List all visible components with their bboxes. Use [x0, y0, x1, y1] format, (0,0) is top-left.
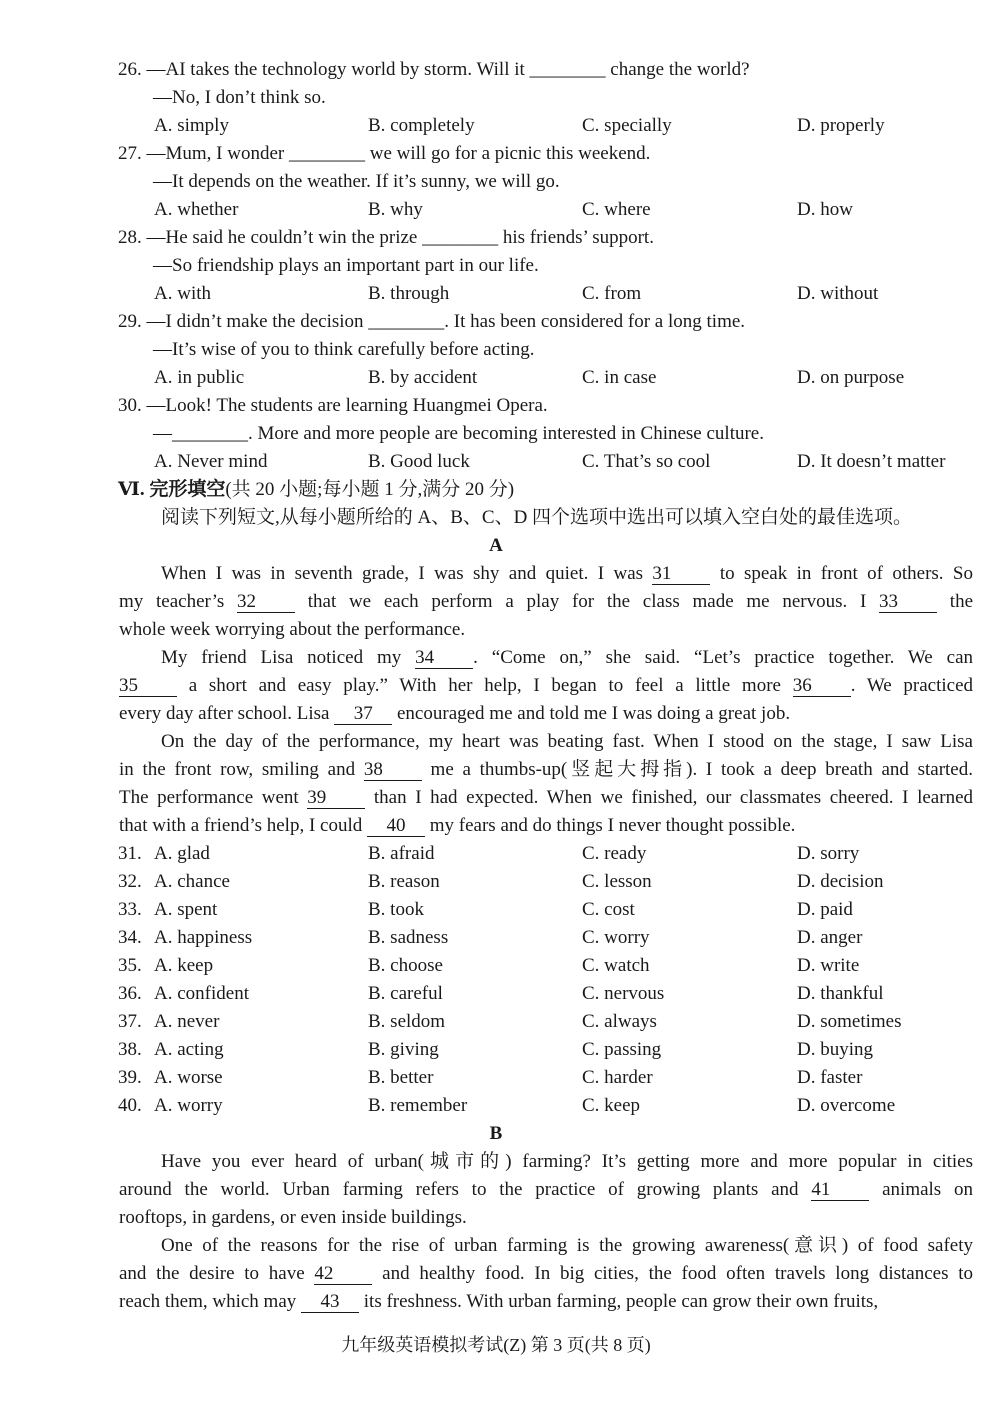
passage-line	[119, 1206, 973, 1230]
answer-option: B. through	[368, 283, 450, 304]
answer-blank: 31	[652, 564, 710, 585]
passage-text: The performance went	[119, 787, 308, 808]
passage-text: every day after school. Lisa	[119, 703, 335, 724]
answer-option: B. choose	[368, 955, 443, 976]
answer-option: D. properly	[797, 115, 885, 136]
section-title: Ⅵ. 完形填空	[118, 479, 226, 500]
answer-option: B. better	[368, 1067, 434, 1088]
answer-option: A. Never mind	[154, 451, 268, 472]
passage-text: whole week worrying about the performance.	[119, 619, 466, 640]
passage-text: animals on	[869, 1179, 973, 1200]
option-row	[0, 1010, 992, 1034]
question-number: 32.	[118, 871, 142, 892]
answer-blank: 37	[334, 704, 392, 725]
passage-text: my teacher’s	[119, 591, 237, 612]
answer-option: C. ready	[582, 843, 647, 864]
question-text: —AI takes the technology world by storm. Will it ________ change the world?	[146, 59, 750, 80]
answer-option: C. in case	[582, 367, 657, 388]
question-stem	[118, 142, 650, 166]
question-response: —So friendship plays an important part in our life.	[153, 255, 539, 276]
passage-text: and the desire to have	[119, 1263, 315, 1284]
question-number: 34.	[118, 927, 142, 948]
section-score-note: (共 20 小题;每小题 1 分,满分 20 分)	[225, 479, 515, 500]
answer-blank: 42	[314, 1264, 372, 1285]
passage-line	[119, 786, 973, 810]
passage-line	[119, 1290, 973, 1314]
answer-option: D. sorry	[797, 843, 860, 864]
option-row	[0, 282, 992, 306]
question-response: —It’s wise of you to think carefully before acting.	[153, 339, 535, 360]
page-footer: 九年级英语模拟考试(Z) 第 3 页(共 8 页)	[341, 1335, 651, 1355]
answer-blank: 41	[811, 1180, 869, 1201]
answer-option: A. worse	[154, 1067, 223, 1088]
passage-text: encouraged me and told me I was doing a great job.	[392, 703, 791, 724]
option-row	[0, 198, 992, 222]
answer-option: B. seldom	[368, 1011, 446, 1032]
answer-blank: 32	[237, 592, 295, 613]
answer-option: A. in public	[154, 367, 245, 388]
answer-option: B. afraid	[368, 843, 435, 864]
answer-option: B. remember	[368, 1095, 468, 1116]
option-row	[0, 926, 992, 950]
passage-text: . “Come on,” she said. “Let’s practice together. We can	[473, 647, 973, 668]
answer-option: D. buying	[797, 1039, 873, 1060]
answer-option: C. always	[582, 1011, 657, 1032]
answer-option: C. specially	[582, 115, 672, 136]
question-text: —He said he couldn’t win the prize ________ his friends’ support.	[146, 227, 654, 248]
question-number: 30.	[118, 395, 142, 416]
option-row	[0, 1066, 992, 1090]
answer-option: A. confident	[154, 983, 249, 1004]
passage-line	[161, 730, 973, 754]
passage-text: On the day of the performance, my heart was beating fast. When I stood on the stage, I saw Lisa	[161, 731, 973, 752]
question-stem	[118, 394, 548, 418]
passage-line	[119, 702, 973, 726]
answer-option: A. simply	[154, 115, 229, 136]
question-number: 29.	[118, 311, 142, 332]
passage-line	[119, 814, 973, 838]
passage-line	[119, 758, 973, 782]
passage-line	[161, 1150, 973, 1174]
answer-option: A. never	[154, 1011, 220, 1032]
answer-blank: 40	[367, 816, 425, 837]
answer-option: C. worry	[582, 927, 650, 948]
passage-text: around the world. Urban farming refers to the practice of growing plants and	[119, 1179, 812, 1200]
answer-option: D. It doesn’t matter	[797, 451, 946, 472]
answer-option: C. where	[582, 199, 651, 220]
answer-option: D. paid	[797, 899, 853, 920]
question-text: —I didn’t make the decision ________. It has been considered for a long time.	[146, 311, 746, 332]
answer-option: C. nervous	[582, 983, 665, 1004]
answer-option: A. acting	[154, 1039, 224, 1060]
passage-text: a short and easy play.” With her help, I began to feel a little more	[177, 675, 793, 696]
answer-blank: 36	[793, 676, 851, 697]
passage-text: that we each perform a play for the class made me nervous. I	[294, 591, 880, 612]
question-text: —Mum, I wonder ________ we will go for a picnic this weekend.	[146, 143, 651, 164]
answer-option: B. careful	[368, 983, 443, 1004]
answer-option: A. glad	[154, 843, 210, 864]
answer-option: C. passing	[582, 1039, 662, 1060]
question-stem	[118, 58, 750, 82]
answer-option: A. spent	[154, 899, 218, 920]
passage-text: me a thumbs-up(竖起大拇指). I took a deep breath and started.	[421, 759, 973, 780]
section-heading	[118, 478, 514, 502]
question-response: —________. More and more people are becoming interested in Chinese culture.	[153, 423, 764, 444]
answer-option: D. how	[797, 199, 853, 220]
answer-blank: 43	[301, 1292, 359, 1313]
answer-option: C. harder	[582, 1067, 653, 1088]
passage-line	[119, 618, 973, 642]
answer-option: B. by accident	[368, 367, 478, 388]
answer-option: B. sadness	[368, 927, 449, 948]
option-row	[0, 114, 992, 138]
answer-option: A. whether	[154, 199, 239, 220]
option-row	[0, 450, 992, 474]
answer-option: C. That’s so cool	[582, 451, 711, 472]
question-number: 33.	[118, 899, 142, 920]
option-row	[0, 1038, 992, 1062]
passage-line	[161, 646, 973, 670]
answer-option: D. on purpose	[797, 367, 905, 388]
section-instruction: 阅读下列短文,从每小题所给的 A、B、C、D 四个选项中选出可以填入空白处的最佳选项。	[161, 507, 913, 528]
option-row	[0, 870, 992, 894]
question-number: 39.	[118, 1067, 142, 1088]
passage-line	[161, 562, 973, 586]
passage-line	[161, 1234, 973, 1258]
answer-option: C. keep	[582, 1095, 641, 1116]
passage-line	[119, 590, 973, 614]
passage-text: in the front row, smiling and	[119, 759, 364, 780]
answer-blank: 33	[879, 592, 937, 613]
answer-option: B. why	[368, 199, 423, 220]
question-stem	[118, 226, 654, 250]
option-row	[0, 1094, 992, 1118]
option-row	[0, 842, 992, 866]
question-text: —Look! The students are learning Huangmei Opera.	[146, 395, 548, 416]
answer-option: D. without	[797, 283, 879, 304]
passage-text: . We practiced	[850, 675, 973, 696]
passage-text: rooftops, in gardens, or even inside buildings.	[119, 1207, 467, 1228]
passage-text: One of the reasons for the rise of urban farming is the growing awareness(意识) of food safety	[161, 1235, 973, 1256]
answer-option: C. watch	[582, 955, 650, 976]
answer-option: B. completely	[368, 115, 475, 136]
passage-text: When I was in seventh grade, I was shy and quiet. I was	[161, 563, 653, 584]
question-number: 28.	[118, 227, 142, 248]
answer-option: B. took	[368, 899, 424, 920]
answer-option: C. cost	[582, 899, 635, 920]
question-response: —It depends on the weather. If it’s sunny, we will go.	[153, 171, 560, 192]
passage-text: to speak in front of others. So	[710, 563, 973, 584]
passage-text: Have you ever heard of urban(城市的) farming? It’s getting more and more popular in cities	[161, 1151, 973, 1172]
answer-option: D. decision	[797, 871, 884, 892]
question-number: 26.	[118, 59, 142, 80]
answer-option: C. from	[582, 283, 642, 304]
answer-option: D. faster	[797, 1067, 863, 1088]
answer-blank: 38	[364, 760, 422, 781]
option-row	[0, 898, 992, 922]
passage-text: its freshness. With urban farming, people can grow their own fruits,	[359, 1291, 879, 1312]
passage-b-label: B	[489, 1123, 503, 1144]
passage-line	[119, 1178, 973, 1202]
passage-line	[119, 674, 973, 698]
answer-option: D. sometimes	[797, 1011, 902, 1032]
option-row	[0, 366, 992, 390]
answer-option: A. happiness	[154, 927, 253, 948]
passage-text: the	[937, 591, 974, 612]
passage-text: My friend Lisa noticed my	[161, 647, 416, 668]
answer-blank: 35	[119, 676, 177, 697]
passage-text: and healthy food. In big cities, the food often travels long distances to	[372, 1263, 974, 1284]
question-number: 27.	[118, 143, 142, 164]
answer-option: A. with	[154, 283, 211, 304]
question-number: 31.	[118, 843, 142, 864]
passage-text: reach them, which may	[119, 1291, 302, 1312]
question-stem	[118, 310, 745, 334]
answer-option: A. chance	[154, 871, 230, 892]
passage-a-label: A	[489, 535, 503, 556]
question-response: —No, I don’t think so.	[153, 87, 326, 108]
question-number: 36.	[118, 983, 142, 1004]
answer-option: D. thankful	[797, 983, 884, 1004]
passage-text: my fears and do things I never thought possible.	[425, 815, 796, 836]
answer-option: B. giving	[368, 1039, 439, 1060]
passage-text: than I had expected. When we finished, our classmates cheered. I learned	[365, 787, 973, 808]
answer-option: B. reason	[368, 871, 440, 892]
answer-option: C. lesson	[582, 871, 652, 892]
option-row	[0, 982, 992, 1006]
answer-option: D. overcome	[797, 1095, 896, 1116]
question-number: 35.	[118, 955, 142, 976]
answer-option: D. write	[797, 955, 860, 976]
answer-blank: 34	[415, 648, 473, 669]
answer-option: D. anger	[797, 927, 863, 948]
passage-line	[119, 1262, 973, 1286]
answer-blank: 39	[307, 788, 365, 809]
answer-option: A. keep	[154, 955, 214, 976]
answer-option: A. worry	[154, 1095, 223, 1116]
question-number: 40.	[118, 1095, 142, 1116]
passage-text: that with a friend’s help, I could	[119, 815, 367, 836]
question-number: 38.	[118, 1039, 142, 1060]
option-row	[0, 954, 992, 978]
question-number: 37.	[118, 1011, 142, 1032]
answer-option: B. Good luck	[368, 451, 470, 472]
